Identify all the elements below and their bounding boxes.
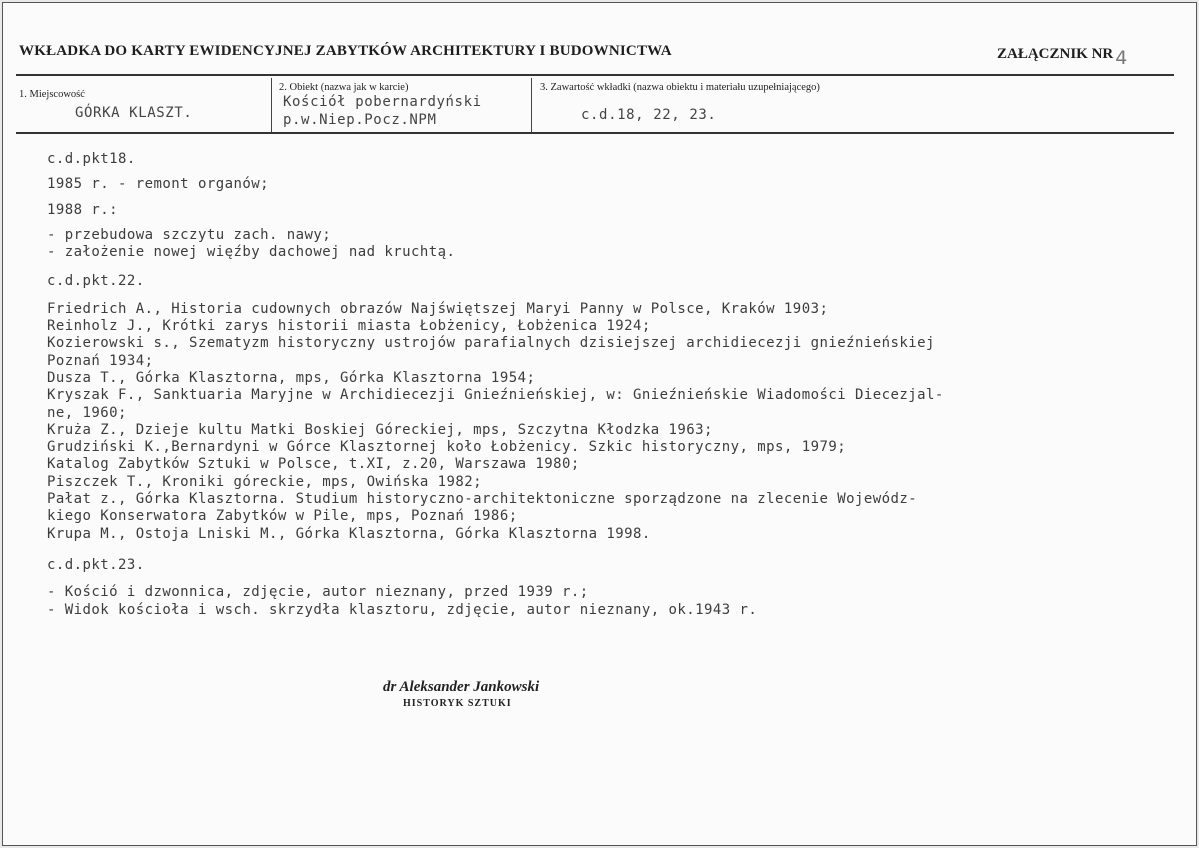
bibliography-line: Grudziński K.,Bernardyni w Górce Klasztornej koło Łobżenicy. Szkic historyczny, mps, 1979; bbox=[47, 439, 847, 456]
column-divider bbox=[531, 78, 532, 133]
object-value-line1: Kościół pobernardyński bbox=[283, 94, 482, 110]
bibliography-line: Dusza T., Górka Klasztorna, mps, Górka Klasztorna 1954; bbox=[47, 369, 536, 386]
annex-label-wrap bbox=[997, 41, 1128, 69]
signature-title: HISTORYK SZTUKI bbox=[403, 698, 512, 709]
bibliography-line: Piszczek T., Kroniki góreckie, mps, Owińska 1982; bbox=[47, 473, 483, 490]
place-label: 1. Miejscowość bbox=[19, 89, 85, 100]
object-value-line2: p.w.Niep.Pocz.NPM bbox=[283, 112, 437, 128]
text-line: - Kośció i dzwonnica, zdjęcie, autor nieznany, przed 1939 r.; bbox=[47, 584, 589, 601]
column-divider bbox=[271, 78, 272, 133]
bibliography-line: Katalog Zabytków Sztuki w Polsce, t.XI, z.20, Warszawa 1980; bbox=[47, 456, 580, 473]
place-value: GÓRKA KLASZT. bbox=[75, 105, 193, 121]
top-rule bbox=[16, 74, 1174, 76]
text-line: - Widok kościoła i wsch. skrzydła klasztoru, zdjęcie, autor nieznany, ok.1943 r. bbox=[47, 601, 758, 618]
text-line: 1988 r.: bbox=[47, 201, 119, 218]
text-line: 1985 r. - remont organów; bbox=[47, 176, 269, 193]
bibliography-line: Kozierowski s., Szematyzm historyczny ustrojów parafialnych dzisiejszej archidiecezji gnieźnieńskiej bbox=[47, 335, 935, 352]
section-heading: c.d.pkt18. bbox=[47, 151, 136, 167]
section-heading: c.d.pkt.23. bbox=[47, 556, 145, 573]
bibliography-line: Reinholz J., Krótki zarys historii miasta Łobżenicy, Łobżenica 1924; bbox=[47, 318, 651, 335]
continuation-text bbox=[47, 151, 1167, 619]
section-heading: c.d.pkt.22. bbox=[47, 273, 145, 290]
inventory-card-insert bbox=[2, 2, 1197, 846]
form-title: WKŁADKA DO KARTY EWIDENCYJNEJ ZABYTKÓW ARCHITEKTURY I BUDOWNICTWA bbox=[19, 43, 672, 59]
bibliography-line: Poznań 1934; bbox=[47, 352, 154, 369]
annex-label: ZAŁĄCZNIK NR bbox=[997, 46, 1114, 62]
text-line: - przebudowa szczytu zach. nawy; bbox=[47, 226, 332, 243]
bottom-rule bbox=[16, 132, 1174, 134]
bibliography-line: Kryszak F., Sanktuaria Maryjne w Archidiecezji Gnieźnieńskiej, w: Gnieźnieńskie Wiadomości Diecezjal- bbox=[47, 387, 944, 404]
annex-number: 4 bbox=[1115, 47, 1128, 69]
bibliography-line: Friedrich A., Historia cudownych obrazów Najświętszej Maryi Panny w Polsce, Kraków 1903; bbox=[47, 300, 829, 317]
signature-stamp bbox=[383, 679, 539, 709]
object-label: 2. Obiekt (nazwa jak w karcie) bbox=[279, 82, 409, 93]
content-value: c.d.18, 22, 23. bbox=[581, 107, 717, 123]
bibliography-line: Krupa M., Ostoja Lniski M., Górka Klasztorna, Górka Klasztorna 1998. bbox=[47, 525, 651, 542]
bibliography-line: Pałat z., Górka Klasztorna. Studium historyczno-architektoniczne sporządzone na zlecenie Wojewódz- bbox=[47, 491, 918, 508]
bibliography-line: ne, 1960; bbox=[47, 404, 127, 421]
content-label: 3. Zawartość wkładki (nazwa obiektu i materiału uzupełniającego) bbox=[540, 82, 820, 93]
bibliography-line: Kruża Z., Dzieje kultu Matki Boskiej Góreckiej, mps, Szczytna Kłodzka 1963; bbox=[47, 421, 713, 438]
bibliography-line: kiego Konserwatora Zabytków w Pile, mps, Poznań 1986; bbox=[47, 508, 518, 525]
text-line: - założenie nowej więźby dachowej nad kruchtą. bbox=[47, 244, 456, 261]
signature-name: dr Aleksander Jankowski bbox=[383, 679, 540, 695]
